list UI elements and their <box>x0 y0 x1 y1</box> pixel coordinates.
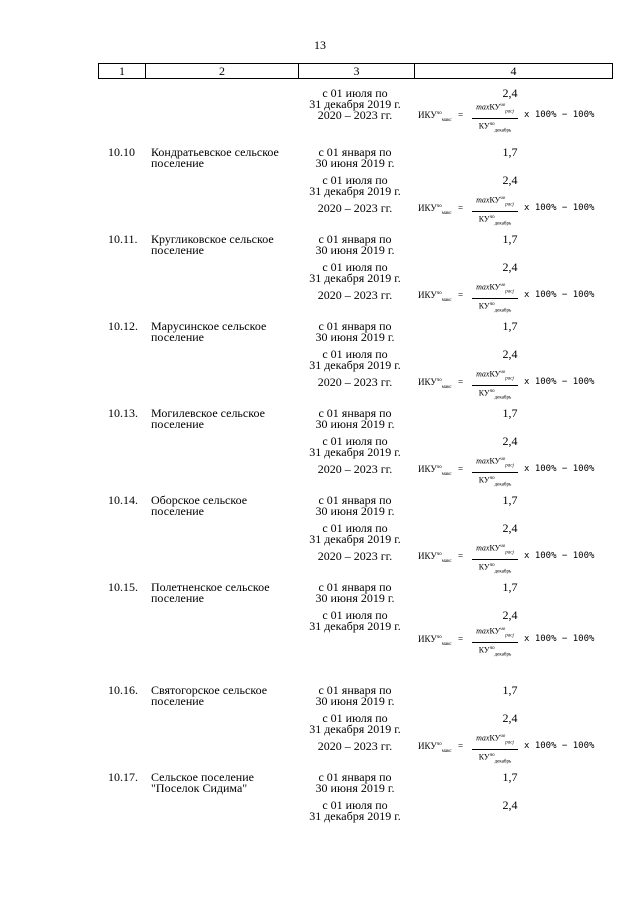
row-number: 10.12. <box>108 319 138 333</box>
index-formula <box>418 624 608 658</box>
period-text: 2020 – 2023 гг. <box>317 201 393 215</box>
formula-equals: = <box>458 551 464 561</box>
formula-equals: = <box>458 464 464 474</box>
formula-fraction: maxКУ$^{чо}_{pacj}$ $КУ^{чо}_{декабрь}$ <box>470 280 520 318</box>
row-number: 10.15. <box>108 580 138 594</box>
period-text: 2020 – 2023 гг. <box>317 375 393 389</box>
period-text: с 01 июля по <box>322 260 388 274</box>
index-formula <box>418 731 608 765</box>
settlement-name: Кондратьевское сельское <box>151 145 279 159</box>
header-col-2: 2 <box>146 64 299 79</box>
formula-equals: = <box>458 377 464 387</box>
formula-lhs: $ИКУ^{чо}_{макс}$ <box>418 290 452 303</box>
period-text: с 01 января по <box>318 770 392 784</box>
formula-lhs: $ИКУ^{чо}_{макс}$ <box>418 110 452 123</box>
settlement-name: Могилевское сельское <box>151 406 265 420</box>
settlement-name: Кругликовское сельское <box>151 232 274 246</box>
period-text: 30 июня 2019 г. <box>315 156 395 170</box>
coefficient-value: 2,4 <box>502 347 518 361</box>
period-text: с 01 июля по <box>322 347 388 361</box>
period-text: с 01 января по <box>318 493 392 507</box>
formula-fraction: maxКУ$^{чо}_{pacj}$ $КУ^{чо}_{декабрь}$ <box>470 731 520 769</box>
period-text: с 01 июля по <box>322 173 388 187</box>
formula-equals: = <box>458 203 464 213</box>
period-text: 30 июня 2019 г. <box>315 330 395 344</box>
period-text: с 01 июля по <box>322 711 388 725</box>
row-number: 10.17. <box>108 770 138 784</box>
table-header <box>98 63 613 79</box>
formula-tail: x 100% − 100% <box>524 377 595 387</box>
formula-tail: x 100% − 100% <box>524 741 595 751</box>
period-text: с 01 января по <box>318 319 392 333</box>
period-text: 30 июня 2019 г. <box>315 591 395 605</box>
period-text: 2020 – 2023 гг. <box>317 108 393 122</box>
settlement-name: Марусинское сельское <box>151 319 267 333</box>
formula-tail: x 100% − 100% <box>524 634 595 644</box>
settlement-name: поселение <box>151 330 205 344</box>
index-formula <box>418 100 608 134</box>
coefficient-value: 2,4 <box>502 798 518 812</box>
period-text: с 01 января по <box>318 232 392 246</box>
coefficient-value: 1,7 <box>502 683 518 697</box>
settlement-name: Сельское поселение <box>151 770 254 784</box>
index-formula <box>418 541 608 575</box>
coefficient-value: 1,7 <box>502 406 518 420</box>
settlement-name: поселение <box>151 504 205 518</box>
period-text: 31 декабря 2019 г. <box>309 184 401 198</box>
period-text: 31 декабря 2019 г. <box>309 445 401 459</box>
formula-lhs: $ИКУ^{чо}_{макс}$ <box>418 203 452 216</box>
settlement-name: Оборское сельское <box>151 493 248 507</box>
formula-lhs: $ИКУ^{чо}_{макс}$ <box>418 551 452 564</box>
period-text: с 01 июля по <box>322 434 388 448</box>
index-formula <box>418 280 608 314</box>
row-number: 10.13. <box>108 406 138 420</box>
period-text: 31 декабря 2019 г. <box>309 358 401 372</box>
coefficient-value: 1,7 <box>502 770 518 784</box>
period-text: 2020 – 2023 гг. <box>317 739 393 753</box>
period-text: с 01 января по <box>318 683 392 697</box>
formula-lhs: $ИКУ^{чо}_{макс}$ <box>418 377 452 390</box>
coefficient-value: 2,4 <box>502 260 518 274</box>
settlement-name: Святогорское сельское <box>151 683 268 697</box>
period-text: 31 декабря 2019 г. <box>309 271 401 285</box>
header-col-3: 3 <box>299 64 415 79</box>
formula-fraction: maxКУ$^{чо}_{pacj}$ $КУ^{чо}_{декабрь}$ <box>470 100 520 138</box>
period-text: 30 июня 2019 г. <box>315 781 395 795</box>
formula-tail: x 100% − 100% <box>524 290 595 300</box>
period-text: с 01 января по <box>318 580 392 594</box>
period-text: 31 декабря 2019 г. <box>309 809 401 823</box>
period-text: с 01 июля по <box>322 798 388 812</box>
period-text: с 01 июля по <box>322 608 388 622</box>
settlement-name: "Поселок Сидима" <box>151 781 248 795</box>
formula-fraction: maxКУ$^{чо}_{pacj}$ $КУ^{чо}_{декабрь}$ <box>470 193 520 231</box>
period-text: с 01 июля по <box>322 86 388 100</box>
row-number: 10.16. <box>108 683 138 697</box>
formula-equals: = <box>458 110 464 120</box>
formula-lhs: $ИКУ^{чо}_{макс}$ <box>418 634 452 647</box>
index-formula <box>418 367 608 401</box>
coefficient-value: 2,4 <box>502 86 518 100</box>
coefficient-value: 1,7 <box>502 580 518 594</box>
formula-fraction: maxКУ$^{чо}_{pacj}$ $КУ^{чо}_{декабрь}$ <box>470 541 520 579</box>
row-number: 10.10 <box>108 145 135 159</box>
coefficient-value: 2,4 <box>502 173 518 187</box>
period-text: 30 июня 2019 г. <box>315 504 395 518</box>
formula-lhs: $ИКУ^{чо}_{макс}$ <box>418 464 452 477</box>
formula-fraction: maxКУ$^{чо}_{pacj}$ $КУ^{чо}_{декабрь}$ <box>470 367 520 405</box>
header-col-4: 4 <box>415 64 613 79</box>
period-text: с 01 января по <box>318 145 392 159</box>
settlement-name: поселение <box>151 591 205 605</box>
period-text: 31 декабря 2019 г. <box>309 97 401 111</box>
formula-equals: = <box>458 290 464 300</box>
page-number: 13 <box>314 38 326 52</box>
formula-tail: x 100% − 100% <box>524 551 595 561</box>
period-text: 2020 – 2023 гг. <box>317 462 393 476</box>
settlement-name: поселение <box>151 156 205 170</box>
period-text: с 01 июля по <box>322 521 388 535</box>
formula-lhs: $ИКУ^{чо}_{макс}$ <box>418 741 452 754</box>
coefficient-value: 1,7 <box>502 493 518 507</box>
coefficient-value: 1,7 <box>502 232 518 246</box>
index-formula <box>418 193 608 227</box>
period-text: 31 декабря 2019 г. <box>309 619 401 633</box>
period-text: с 01 января по <box>318 406 392 420</box>
formula-tail: x 100% − 100% <box>524 110 595 120</box>
coefficient-value: 1,7 <box>502 145 518 159</box>
row-number: 10.11. <box>108 232 138 246</box>
coefficient-value: 2,4 <box>502 608 518 622</box>
coefficient-value: 1,7 <box>502 319 518 333</box>
period-text: 30 июня 2019 г. <box>315 417 395 431</box>
coefficient-value: 2,4 <box>502 521 518 535</box>
settlement-name: поселение <box>151 417 205 431</box>
row-number: 10.14. <box>108 493 138 507</box>
settlement-name: поселение <box>151 243 205 257</box>
period-text: 2020 – 2023 гг. <box>317 549 393 563</box>
coefficient-value: 2,4 <box>502 434 518 448</box>
formula-fraction: maxКУ$^{чо}_{pacj}$ $КУ^{чо}_{декабрь}$ <box>470 454 520 492</box>
formula-tail: x 100% − 100% <box>524 464 595 474</box>
formula-fraction: maxКУ$^{чо}_{pacj}$ $КУ^{чо}_{декабрь}$ <box>470 624 520 662</box>
period-text: 2020 – 2023 гг. <box>317 288 393 302</box>
period-text: 31 декабря 2019 г. <box>309 532 401 546</box>
settlement-name: Полетненское сельское <box>151 580 270 594</box>
period-text: 31 декабря 2019 г. <box>309 722 401 736</box>
period-text: 30 июня 2019 г. <box>315 243 395 257</box>
period-text: 30 июня 2019 г. <box>315 694 395 708</box>
formula-equals: = <box>458 634 464 644</box>
coefficient-value: 2,4 <box>502 711 518 725</box>
index-formula <box>418 454 608 488</box>
formula-equals: = <box>458 741 464 751</box>
header-col-1: 1 <box>99 64 146 79</box>
settlement-name: поселение <box>151 694 205 708</box>
formula-tail: x 100% − 100% <box>524 203 595 213</box>
